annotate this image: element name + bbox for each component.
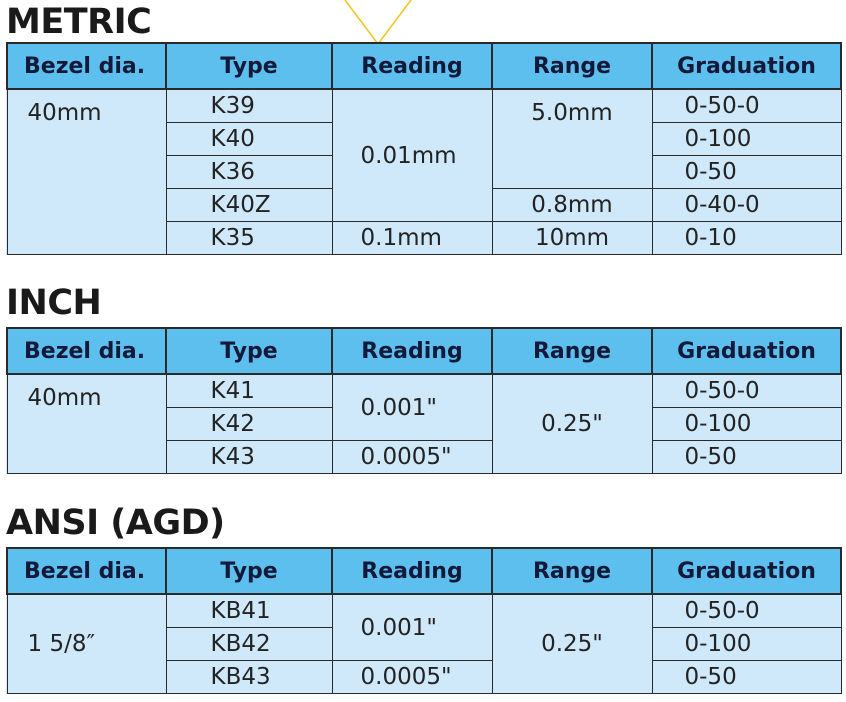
header-range: Range xyxy=(492,43,652,89)
reading-cell: 0.001" xyxy=(332,374,492,441)
header-graduation: Graduation xyxy=(652,43,841,89)
header-bezel-dia: Bezel dia. xyxy=(7,43,166,89)
type-cell: K36 xyxy=(166,156,332,189)
graduation-cell: 0-50 xyxy=(652,156,841,189)
header-bezel-dia: Bezel dia. xyxy=(7,548,166,594)
header-type: Type xyxy=(166,328,332,374)
range-cell: 0.25" xyxy=(492,594,652,694)
reading-cell: 0.01mm xyxy=(332,89,492,222)
metric-section-title: METRIC xyxy=(6,2,152,42)
ansi-section-title: ANSI (AGD) xyxy=(6,503,225,543)
range-cell: 0.8mm xyxy=(492,189,652,222)
header-type: Type xyxy=(166,548,332,594)
header-reading: Reading xyxy=(332,328,492,374)
table-header-row xyxy=(7,328,841,374)
type-cell: K35 xyxy=(166,222,332,255)
ansi-spec-table xyxy=(6,547,842,694)
bezel-dia-cell: 40mm xyxy=(7,374,166,474)
table-row xyxy=(7,89,841,123)
metric-spec-table xyxy=(6,42,842,255)
range-cell: 5.0mm xyxy=(492,89,652,189)
type-cell: K39 xyxy=(166,89,332,123)
header-range: Range xyxy=(492,328,652,374)
table-row xyxy=(7,374,841,408)
graduation-cell: 0-100 xyxy=(652,628,841,661)
reading-cell: 0.0005" xyxy=(332,661,492,694)
header-type: Type xyxy=(166,43,332,89)
table-header-row xyxy=(7,43,841,89)
range-cell: 0.25" xyxy=(492,374,652,474)
inch-spec-table xyxy=(6,327,842,474)
graduation-cell: 0-100 xyxy=(652,408,841,441)
table-row xyxy=(7,594,841,628)
graduation-cell: 0-100 xyxy=(652,123,841,156)
graduation-cell: 0-50 xyxy=(652,661,841,694)
reading-cell: 0.1mm xyxy=(332,222,492,255)
type-cell: K40 xyxy=(166,123,332,156)
type-cell: K43 xyxy=(166,441,332,474)
bezel-dia-cell: 40mm xyxy=(7,89,166,255)
graduation-cell: 0-50 xyxy=(652,441,841,474)
graduation-cell: 0-10 xyxy=(652,222,841,255)
header-reading: Reading xyxy=(332,43,492,89)
header-reading: Reading xyxy=(332,548,492,594)
graduation-cell: 0-50-0 xyxy=(652,374,841,408)
type-cell: KB42 xyxy=(166,628,332,661)
type-cell: K42 xyxy=(166,408,332,441)
header-range: Range xyxy=(492,548,652,594)
bezel-dia-cell: 1 5/8″ xyxy=(7,594,166,694)
header-bezel-dia: Bezel dia. xyxy=(7,328,166,374)
header-graduation: Graduation xyxy=(652,328,841,374)
inch-section-title: INCH xyxy=(6,283,102,323)
graduation-cell: 0-40-0 xyxy=(652,189,841,222)
type-cell: KB41 xyxy=(166,594,332,628)
type-cell: K41 xyxy=(166,374,332,408)
graduation-cell: 0-50-0 xyxy=(652,594,841,628)
table-header-row xyxy=(7,548,841,594)
header-graduation: Graduation xyxy=(652,548,841,594)
type-cell: K40Z xyxy=(166,189,332,222)
graduation-cell: 0-50-0 xyxy=(652,89,841,123)
reading-cell: 0.0005" xyxy=(332,441,492,474)
range-cell: 10mm xyxy=(492,222,652,255)
reading-cell: 0.001" xyxy=(332,594,492,661)
type-cell: KB43 xyxy=(166,661,332,694)
